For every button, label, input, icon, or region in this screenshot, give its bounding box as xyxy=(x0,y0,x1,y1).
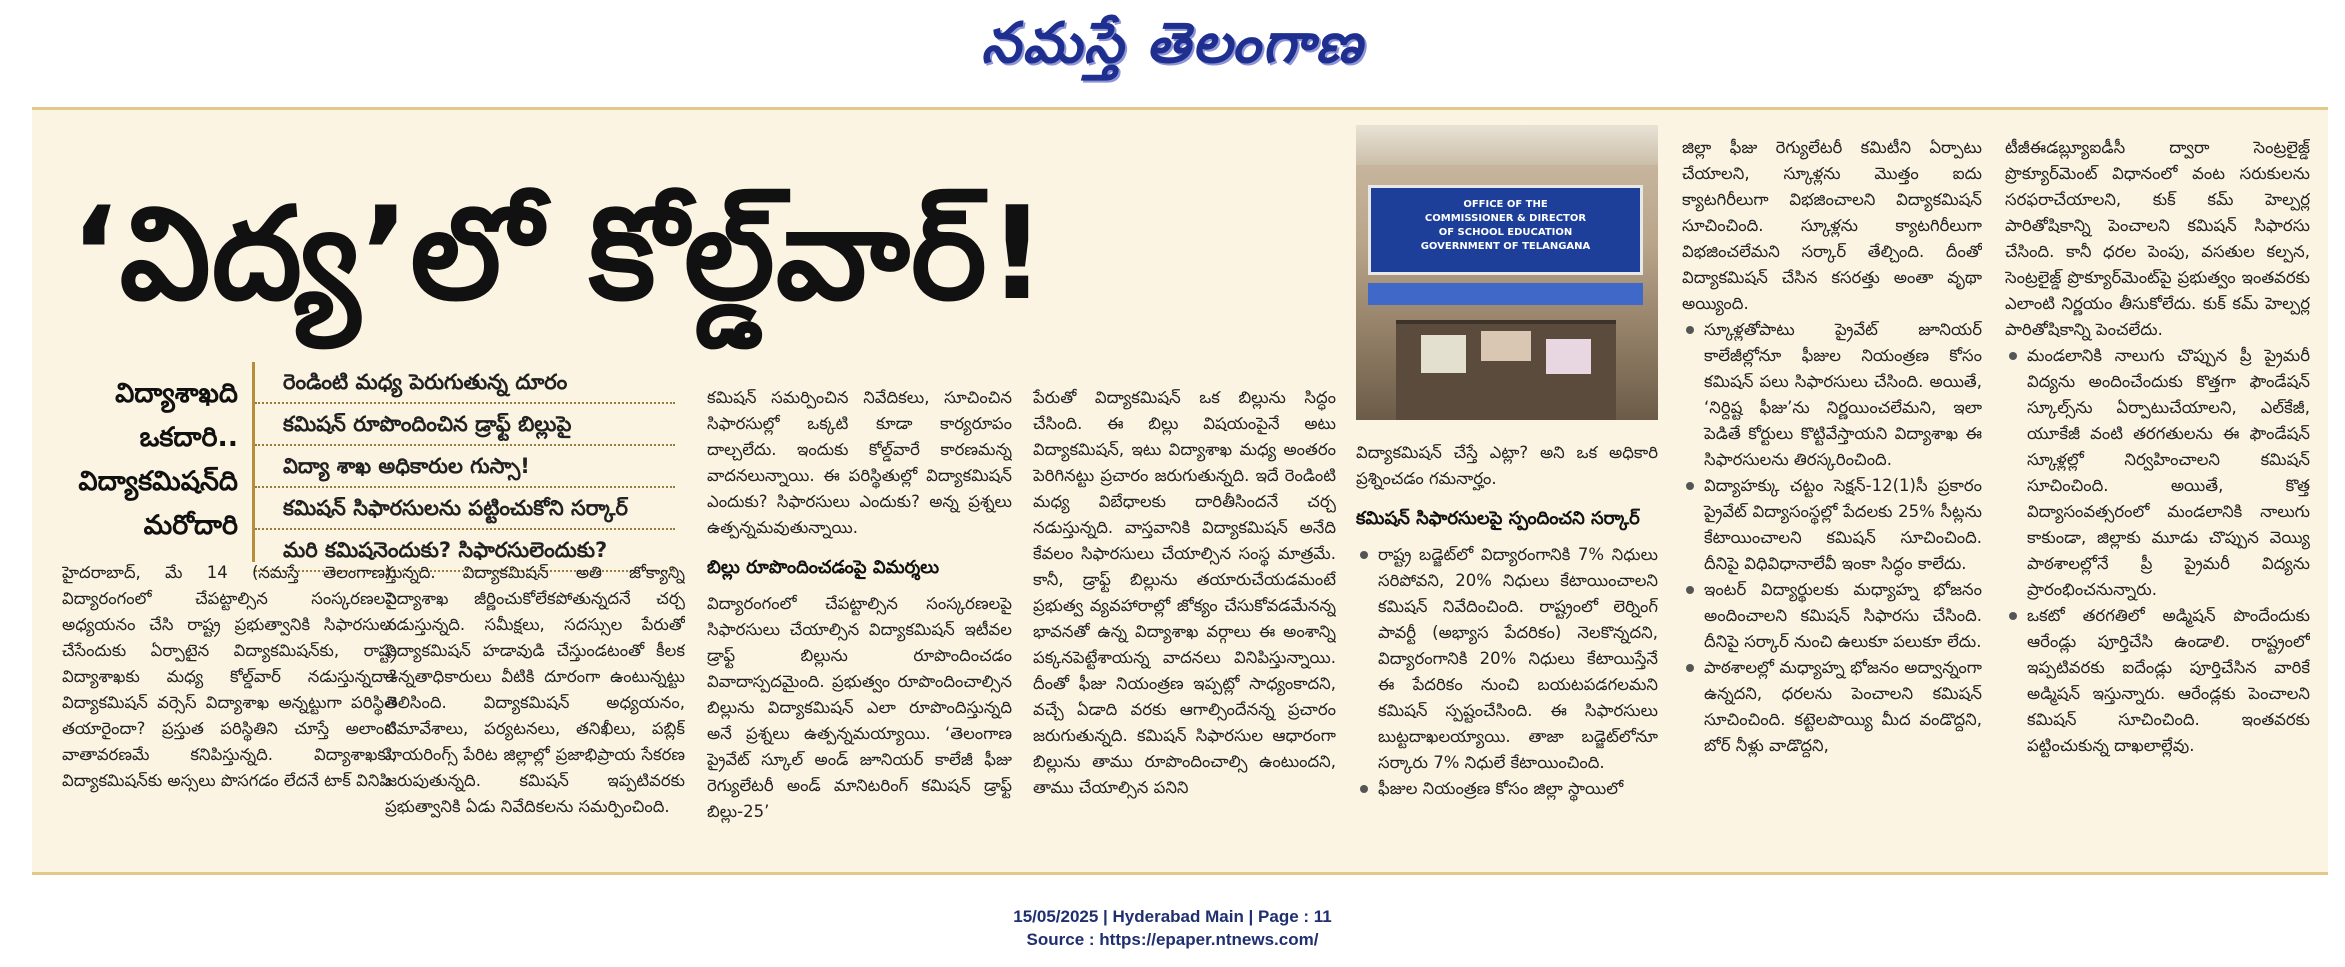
body-text: స్తున్నది. విద్యాకమిషన్‌ అతి జోక్యాన్ని విద్యాశాఖ జీర్ణించుకోలేకపోతున్నదనే చర్చ నడుస్తున్నది. సమీక్షలు, సదస్సుల పేరుతో విద్యాకమిషన్‌ హడావుడి చేస్తుండటంతో కీలక ఉన్నతాధికారులు వీటికి దూరంగా ఉంటున్నట్టు తెలిసింది. విద్యాకమిషన్‌ అధ్యయనం, సమావేశాలు, పర్యటనలు, తనిఖీలు, పబ్లిక్‌ హియరింగ్స్‌ పేరిట జిల్లాల్లో ప్రజాభిప్రాయ సేకరణ జరుపుతున్నది. కమిషన్‌ ఇప్పటివరకు ప్రభుత్వానికి ఏడు నివేదికలను సమర్పించింది. xyxy=(385,563,685,816)
bullet-item: మండలానికి నాలుగు చొప్పున ప్రీ ప్రైమరీ విద్యను అందించేందుకు కొత్తగా ఫౌండేషన్‌ స్కూల్స్‌ను ఏర్పాటుచేయాలని, ఎల్‌కేజీ, యూకేజీ వంటి తరగతులను ఈ ఫౌండేషన్‌ స్కూళ్లల్లో నిర్వహించాలని కమిషన్‌ సూచించింది. అయితే, కొత్త విద్యాసంవత్సరంలో మండలానికి నాలుగు కాకుండా, జిల్లాకు మూడు చొప్పున వెయ్యి పాఠశాలల్లోనే ప్రీ ప్రైమరీ విద్యను ప్రారంభించనున్నారు. xyxy=(2005,343,2310,603)
photo-poster xyxy=(1421,335,1466,373)
photo-strip xyxy=(1368,283,1643,305)
bullet-item: విద్యాహక్కు చట్టం సెక్షన్‌-12(1)సీ ప్రకారం ప్రైవేట్‌ విద్యాసంస్థల్లో పేదలకు 25% సీట్లను కేటాయించాలని కమిషన్‌ సూచించింది. దీనిపై విధివిధానాలేవీ ఇంకా సిద్ధం కాలేదు. xyxy=(1682,473,1982,577)
column-4 xyxy=(1033,385,1336,860)
subheading: బిల్లు రూపొందించడంపై విమర్శలు xyxy=(707,557,940,578)
column-5 xyxy=(1356,440,1658,860)
kicker-line: ఒకదారి.. xyxy=(139,422,238,453)
kicker-line: విద్యాకమిషన్‌ది xyxy=(78,466,238,497)
masthead xyxy=(0,0,2345,100)
column-6 xyxy=(1682,135,1982,860)
deck-line: మరి కమిషనెందుకు? సిఫారసులెందుకు? xyxy=(255,530,675,572)
column-1 xyxy=(62,560,397,860)
masthead-title: నమస్తే తెలంగాణ xyxy=(981,10,1364,76)
footer xyxy=(0,905,2345,951)
photo-roof xyxy=(1356,125,1658,165)
subheading: కమిషన్‌ సిఫారసులపై స్పందించని సర్కార్‌ xyxy=(1356,508,1640,529)
body-text: విద్యారంగంలో చేపట్టాల్సిన సంస్కరణలపై సిఫారసులు చేయాల్సిన విద్యాకమిషన్‌ ఇటీవల డ్రాఫ్ట్‌ బిల్లును రూపొందించడం వివాదాస్పదమైంది. ప్రభుత్వం రూపొందించాల్సిన బిల్లును విద్యాకమిషన్‌ ఎలా రూపొందిస్తున్నది అనే ప్రశ్నలు ఉత్పన్నమయ్యాయి. ‘తెలంగాణ ప్రైవేట్‌ స్కూల్‌ అండ్‌ జూనియర్‌ కాలేజీ ఫీజు రెగ్యులేటరీ అండ్‌ మానిటరింగ్‌ కమిషన్‌ డ్రాఫ్ట్‌ బిల్లు-25’ xyxy=(707,594,1012,821)
column-7 xyxy=(2005,135,2310,860)
photo-poster xyxy=(1546,339,1591,374)
bullet-item: ఫీజుల నియంత్రణ కోసం జిల్లా స్థాయిలో xyxy=(1356,776,1658,802)
signboard-line: OF SCHOOL EDUCATION xyxy=(1438,227,1573,238)
bullet-item: స్కూళ్లతోపాటు ప్రైవేట్‌ జూనియర్‌ కాలేజీల్లోనూ ఫీజుల నియంత్రణ కోసం కమిషన్‌ పలు సిఫారసులు చేసింది. అయితే, ‘నిర్దిష్ట ఫీజు’ను నిర్ణయించలేమని, ఇలా పెడితే కోర్టులు కొట్టివేస్తాయని విద్యాశాఖ ఈ సిఫారసులను తిరస్కరించింది. xyxy=(1682,317,1982,473)
column-3 xyxy=(707,385,1012,860)
deck xyxy=(252,362,675,562)
footer-source-link[interactable]: Source : https://epaper.ntnews.com/ xyxy=(1026,930,1319,949)
body-text: కమిషన్‌ సమర్పించిన నివేదికలు, సూచించిన సిఫారసుల్లో ఒక్కటి కూడా కార్యరూపం దాల్చలేదు. ఇందుకు కోల్డ్‌వారే కారణమన్న వాదనలున్నాయి. ఈ పరిస్థితుల్లో విద్యాకమిషన్‌ ఎందుకు? సిఫారసులు ఎందుకు? అన్న ప్రశ్నలు ఉత్పన్నమవుతున్నాయి. xyxy=(707,388,1012,537)
bullet-item: ఇంటర్‌ విద్యార్థులకు మధ్యాహ్న భోజనం అందించాలని కమిషన్‌ సిఫారసు చేసింది. దీనిపై సర్కార్‌ నుంచి ఉలుకూ పలుకూ లేదు. xyxy=(1682,577,1982,655)
footer-date-edition: 15/05/2025 | Hyderabad Main | Page : 11 xyxy=(1013,907,1332,926)
kicker-line: విద్యాశాఖది xyxy=(115,378,238,409)
photo-poster xyxy=(1481,331,1531,361)
deck-line: విద్యా శాఖ అధికారుల గుస్సా! xyxy=(255,446,675,488)
body-text: టీజీఈడబ్ల్యూఐడీసీ ద్వారా సెంట్రలైజ్డ్‌ ప్రొక్యూర్‌మెంట్‌ విధానంలో వంట సరుకులను సరఫరాచేయాలని, కుక్‌ కమ్‌ హెల్పర్ల పారితోషికాన్ని పెంచాలని కమిషన్‌ సిఫారసు చేసింది. కానీ ధరల పెంపు, వసతుల కల్పన, సెంట్రలైజ్డ్‌ ప్రొక్యూర్‌మెంట్‌పై ప్రభుత్వం ఇంతవరకు ఎలాంటి నిర్ణయం తీసుకోలేదు. కుక్‌ కమ్‌ హెల్పర్ల పారితోషికాన్ని పెంచలేదు. xyxy=(2005,138,2310,339)
deck-line: రెండింటి మధ్య పెరుగుతున్న దూరం xyxy=(255,362,675,404)
signboard-line: GOVERNMENT OF TELANGANA xyxy=(1420,241,1591,252)
deck-line: కమిషన్‌ సిఫారసులను పట్టించుకోని సర్కార్‌ xyxy=(255,488,675,530)
kicker-line: మరోదారి xyxy=(143,510,238,541)
column-2 xyxy=(385,560,685,860)
signboard-line: COMMISSIONER & DIRECTOR xyxy=(1424,213,1587,224)
kicker xyxy=(58,372,238,548)
signboard-line: OFFICE OF THE xyxy=(1463,199,1548,210)
photo-caption: విద్యాకమిషన్‌ చేస్తే ఎట్లా? అని ఒక అధికారి ప్రశ్నించడం గమనార్హం. xyxy=(1356,443,1658,488)
office-photo xyxy=(1356,125,1658,420)
bullet-item: రాష్ట్ర బడ్జెట్‌లో విద్యారంగానికి 7% నిధులు సరిపోవని, 20% నిధులు కేటాయించాలని కమిషన్‌ నివేదించింది. రాష్ట్రంలో లెర్నింగ్‌ పావర్టీ (అభ్యాస పేదరికం) నెలకొన్నదని, విద్యారంగానికి 20% నిధులు కేటాయిస్తేనే ఈ పేదరికం నుంచి బయటపడగలమని కమిషన్‌ స్పష్టంచేసింది. ఈ సిఫారసులు బుట్టదాఖలయ్యాయి. తాజా బడ్జెట్‌లోనూ సర్కారు 7% నిధులే కేటాయించింది. xyxy=(1356,542,1658,776)
headline: ‘విద్య’లో కోల్డ్‌వార్‌! xyxy=(70,180,1048,329)
body-text: జిల్లా ఫీజు రెగ్యులేటరీ కమిటీని ఏర్పాటు చేయాలని, స్కూళ్లను మొత్తం ఐదు క్యాటగిరీలుగా విభజించాలని విద్యాకమిషన్‌ సూచించింది. స్కూళ్లను క్యాటగిరీలుగా విభజించలేమని సర్కార్‌ తేల్చింది. దీంతో విద్యాకమిషన్‌ చేసిన కసరత్తు అంతా వృథా అయ్యింది. xyxy=(1682,138,1982,313)
office-signboard xyxy=(1368,185,1643,275)
bullet-item: పాఠశాలల్లో మధ్యాహ్న భోజనం అద్వాన్నంగా ఉన్నదని, ధరలను పెంచాలని కమిషన్‌ సూచించింది. కట్టెలపొయ్యి మీద వండొద్దని, బోర్‌ నీళ్లు వాడొద్దని, xyxy=(1682,655,1982,759)
body-text: పేరుతో విద్యాకమిషన్‌ ఒక బిల్లును సిద్ధం చేసింది. ఈ బిల్లు విషయంపైనే అటు విద్యాకమిషన్‌, ఇటు విద్యాశాఖ మధ్య అంతరం పెరిగినట్టు ప్రచారం జరుగుతున్నది. ఇదే రెండింటి మధ్య విబేధాలకు దారితీసిందనే చర్చ నడుస్తున్నది. వాస్తవానికి విద్యాకమిషన్‌ అనేది కేవలం సిఫారసులు చేయాల్సిన సంస్థ మాత్రమే. కానీ, డ్రాఫ్ట్‌ బిల్లును తయారుచేయడమంటే ప్రభుత్వ వ్యవహారాల్లో జోక్యం చేసుకోవడమేనన్న భావనతో ఉన్న విద్యాశాఖ వర్గాలు ఈ అంశాన్ని పక్కనపెట్టేశాయన్న వాదనలు వినిపిస్తున్నాయి. దీంతో ఫీజు నియంత్రణ ఇప్పట్లో సాధ్యంకాదని, వచ్చే ఏడాది వరకు ఆగాల్సిందేనన్న ప్రచారం జరుగుతున్నది. కమిషన్‌ సిఫారసుల ఆధారంగా బిల్లును తాము రూపొందించాల్సి ఉంటుందని, తాము చేయాల్సిన పనిని xyxy=(1033,388,1336,797)
body-text: హైదరాబాద్‌, మే 14 (నమస్తే తెలంగాణ): విద్యారంగంలో చేపట్టాల్సిన సంస్కరణలపై అధ్యయనం చేసి రాష్ట్ర ప్రభుత్వానికి సిఫారసులు చేసేందుకు ఏర్పాటైన విద్యాకమిషన్‌కు, రాష్ట్ర విద్యాశాఖకు మధ్య కోల్డ్‌వార్‌ నడుస్తున్నదా? విద్యాకమిషన్‌ వర్సెస్‌ విద్యాశాఖ అన్నట్టుగా పరిస్థితి తయారైందా? ప్రస్తుత పరిస్థితిని చూస్తే అలాంటి వాతావరణమే కనిపిస్తున్నది. విద్యాశాఖకు, విద్యాకమిషన్‌కు అస్సలు పొసగడం లేదనే టాక్‌ వినిపి xyxy=(62,563,397,790)
deck-line: కమిషన్‌ రూపొందించిన డ్రాఫ్ట్‌ బిల్లుపై xyxy=(255,404,675,446)
bullet-item: ఒకటో తరగతిలో అడ్మిషన్‌ పొందేందుకు ఆరేండ్లు పూర్తిచేసి ఉండాలి. రాష్ట్రంలో ఇప్పటివరకు ఐదేండ్లు పూర్తిచేసిన వారికే అడ్మిషన్‌ ఇస్తున్నారు. ఆరేండ్లకు పెంచాలని కమిషన్‌ సూచించింది. ఇంతవరకు పట్టించుకున్న దాఖలాల్లేవు. xyxy=(2005,603,2310,759)
